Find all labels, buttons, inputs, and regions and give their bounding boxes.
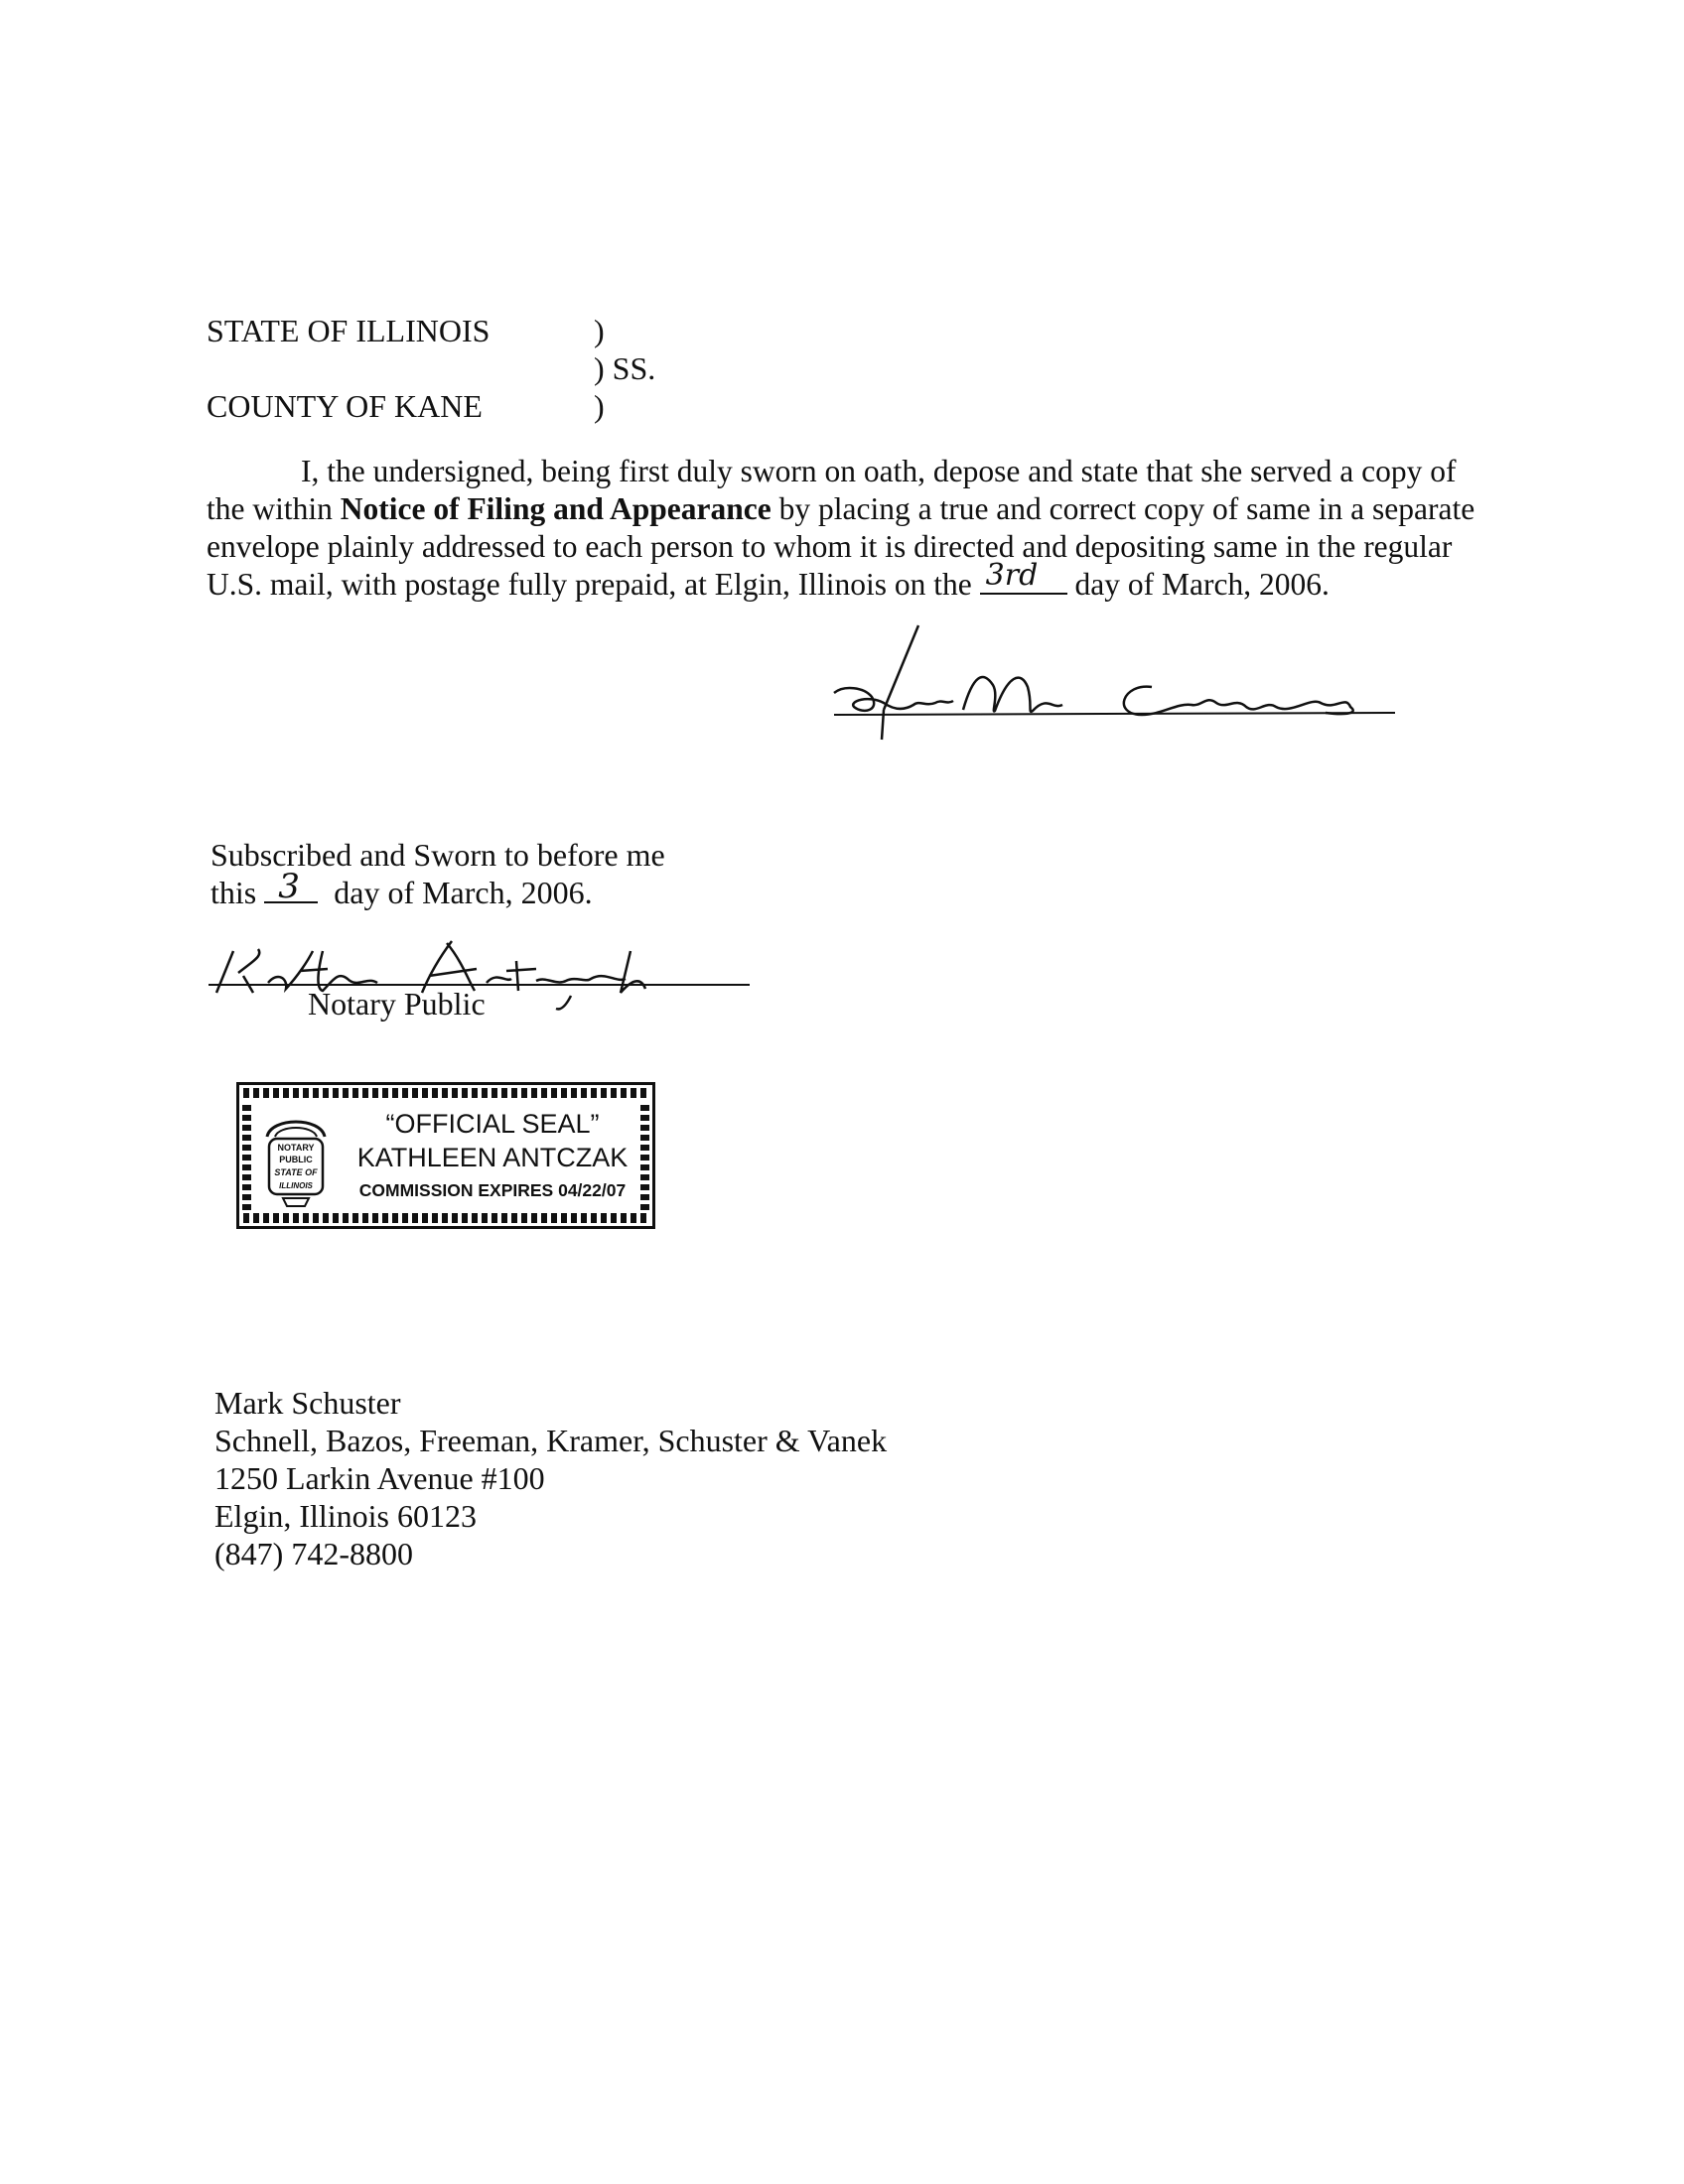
official-seal-stamp [236, 1082, 655, 1229]
day-blank [980, 558, 1067, 595]
recipient-city: Elgin, Illinois 60123 [214, 1498, 477, 1534]
seal-border-bottom [243, 1213, 648, 1223]
seal-border-top [243, 1088, 648, 1098]
seal-title: “OFFICIAL SEAL” [385, 1109, 600, 1139]
jurat-day-blank [264, 867, 318, 906]
recipient-name: Mark Schuster [214, 1385, 401, 1421]
seal-emblem-line3: STATE OF [274, 1167, 318, 1177]
affidavit-text-1: I, the undersigned, being first duly sworn on oath, depose and state that she served a copy of the within [207, 454, 1457, 526]
affiant-signature-drawing [824, 615, 1400, 745]
jurat-line2 [210, 867, 593, 911]
venue-state: STATE OF ILLINOIS [207, 313, 491, 348]
recipient-street: 1250 Larkin Avenue #100 [214, 1460, 545, 1496]
jurat-this: this [210, 875, 257, 910]
jurat-line1: Subscribed and Sworn to before me [210, 837, 665, 873]
recipient-phone: (847) 742-8800 [214, 1536, 413, 1571]
venue-ss: ) SS. [594, 350, 656, 386]
day-handwritten: 3rd [985, 558, 1039, 593]
jurat-day-handwritten: 3 [278, 867, 300, 906]
affidavit-paragraph [207, 453, 1487, 604]
notary-label: Notary Public [308, 986, 486, 1022]
venue-paren-bottom: ) [594, 388, 605, 424]
seal-emblem-line1: NOTARY [277, 1143, 315, 1153]
jurat-rest: day of March, 2006. [334, 875, 593, 910]
venue-paren-top: ) [594, 313, 605, 348]
affidavit-text-3: day of March, 2006. [1066, 567, 1330, 602]
document-title-bold: Notice of Filing and Appearance [340, 491, 772, 526]
seal-border-right [640, 1101, 649, 1210]
venue-county: COUNTY OF KANE [207, 388, 483, 424]
recipient-firm: Schnell, Bazos, Freeman, Kramer, Schuster & Vanek [214, 1423, 888, 1458]
seal-emblem-icon [261, 1107, 331, 1210]
seal-commission-expiry: COMMISSION EXPIRES 04/22/07 [358, 1180, 627, 1200]
affidavit-text-2: by placing a true and correct copy of same in a separate envelope plainly addressed to each person to whom it is directed and depositing same in the regular U.S. mail, with postage fully prepaid, at Elgin, Illinois on the [207, 491, 1475, 602]
seal-border-left [242, 1101, 251, 1210]
seal-emblem-line2: PUBLIC [279, 1155, 313, 1164]
notary-signature-drawing [209, 921, 765, 1011]
seal-emblem-line4: ILLINOIS [279, 1181, 313, 1190]
seal-name: KATHLEEN ANTCZAK [356, 1143, 629, 1172]
